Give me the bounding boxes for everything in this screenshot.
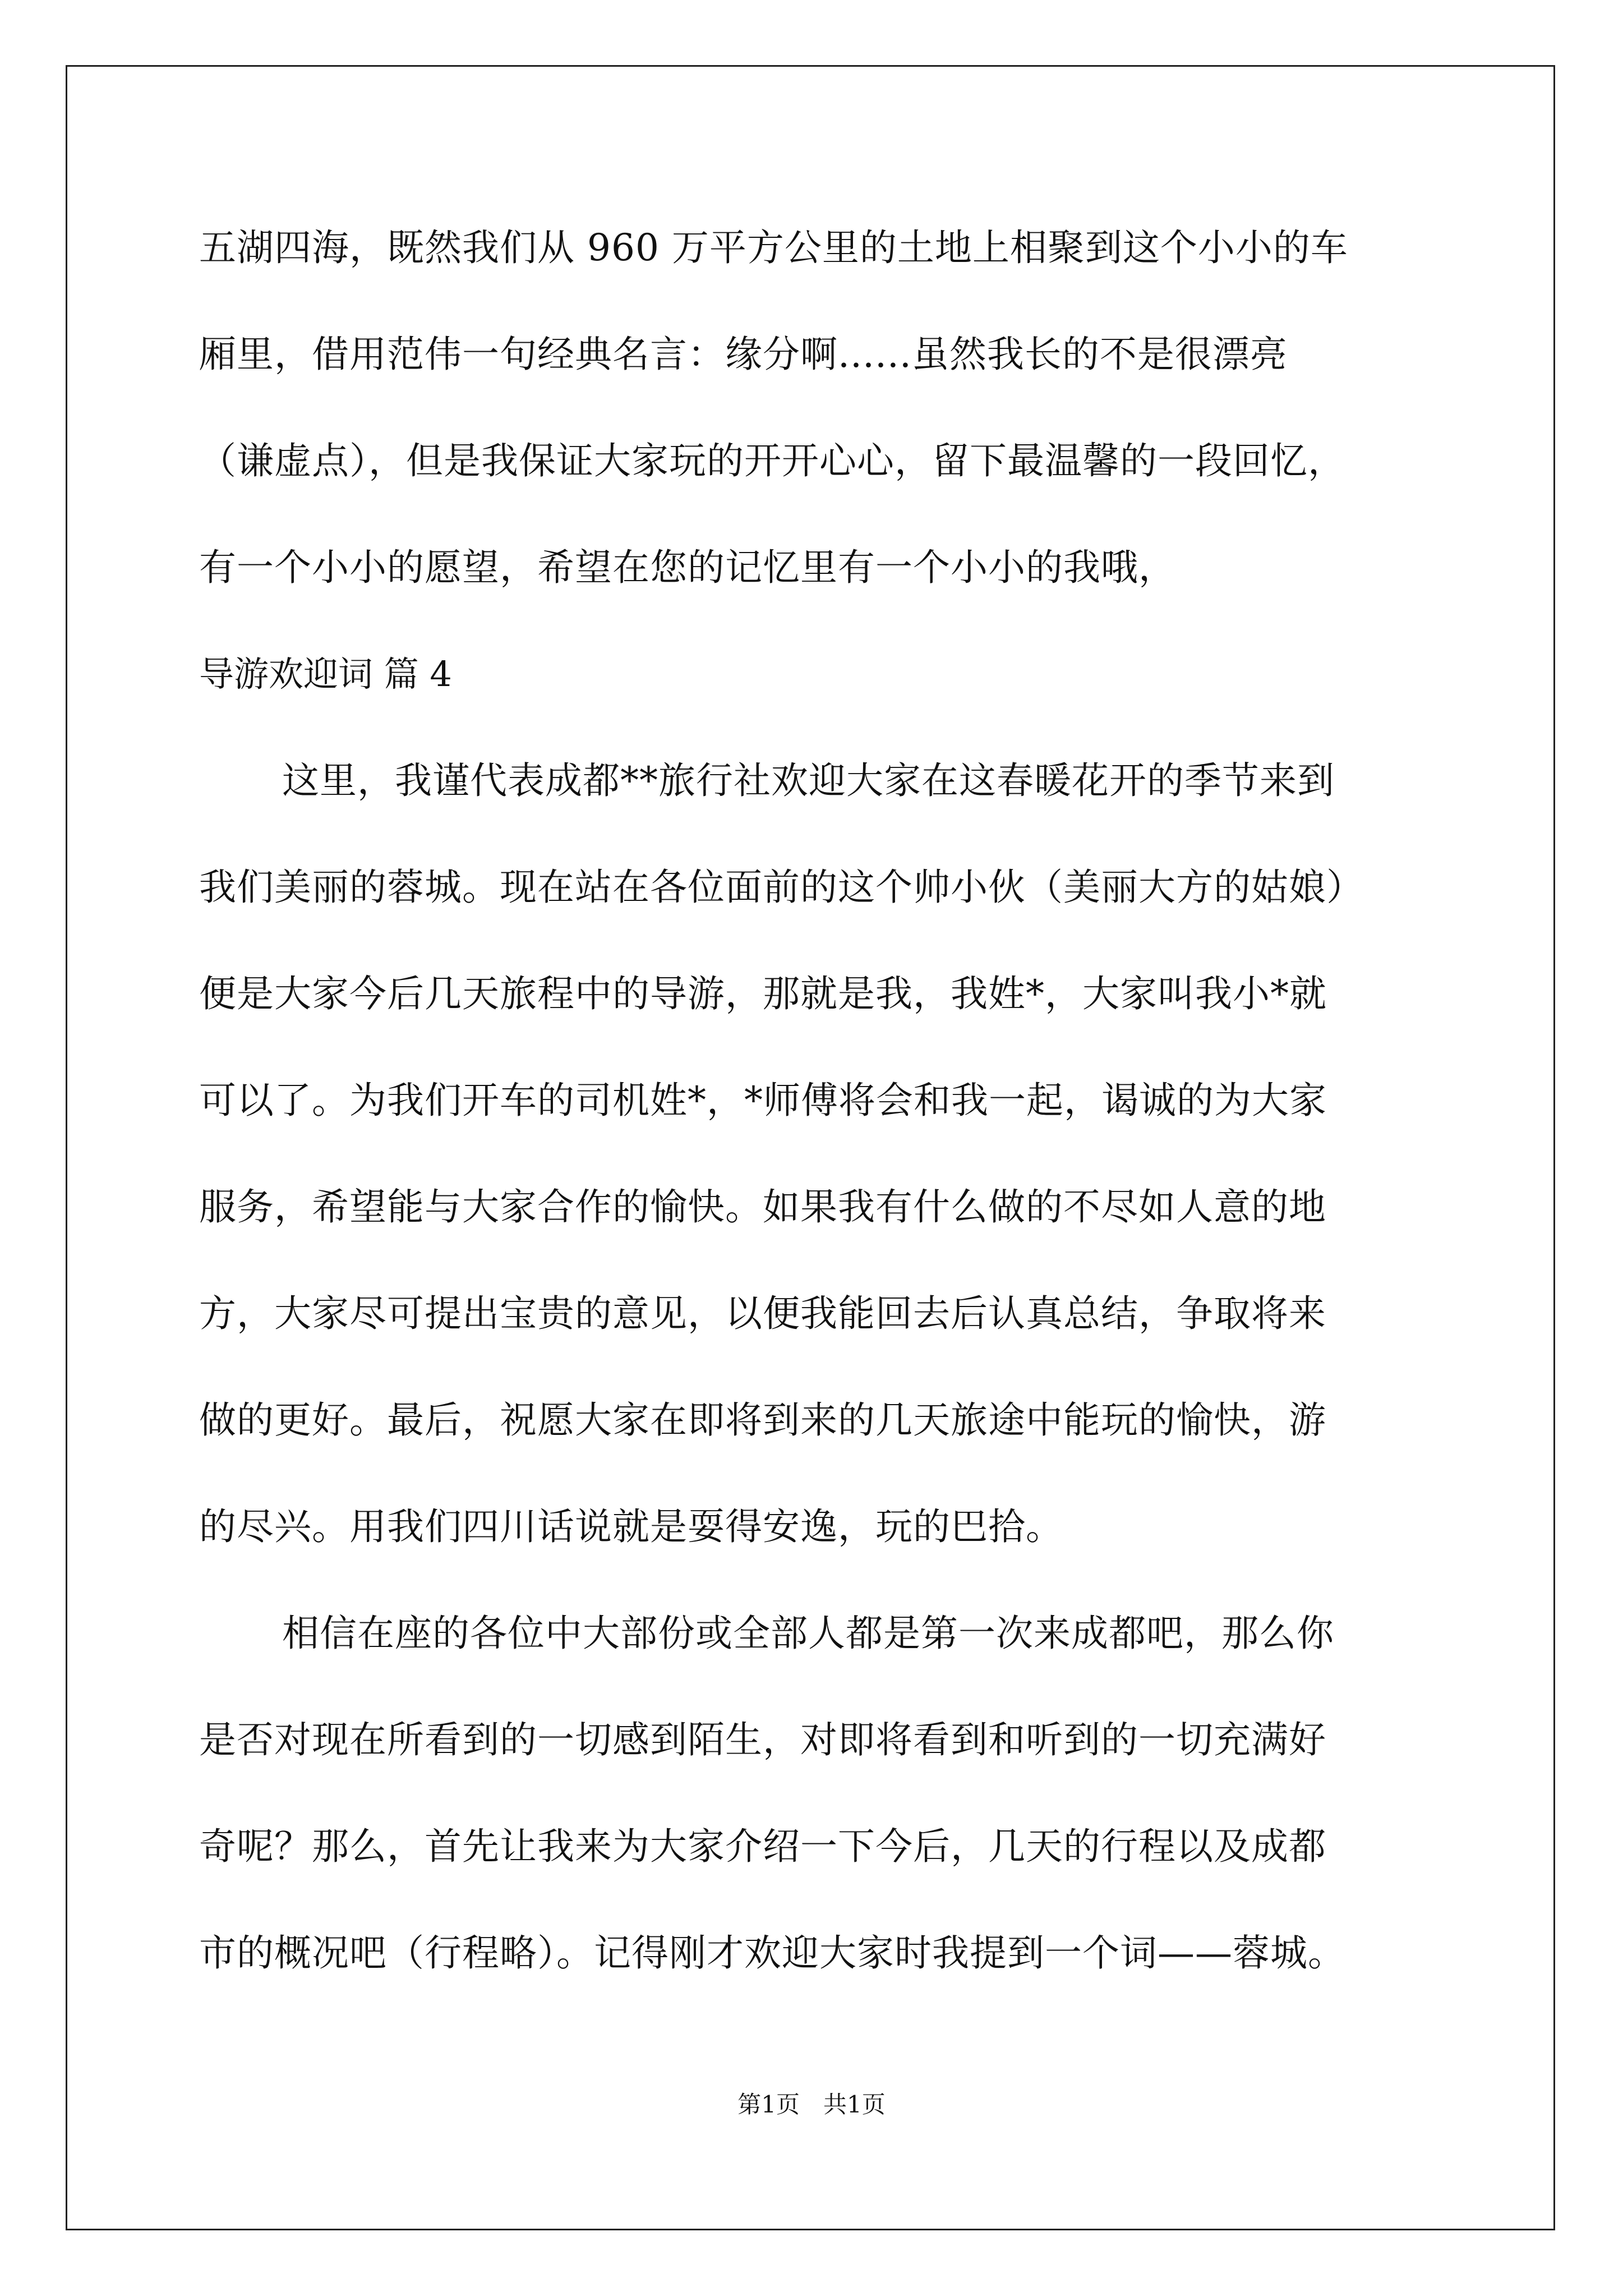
paragraph-line: 做的更好。最后，祝愿大家在即将到来的几天旅途中能玩的愉快，游 xyxy=(199,1398,1326,1442)
paragraph-line: 的尽兴。用我们四川话说就是耍得安逸，玩的巴拾。 xyxy=(199,1505,1063,1548)
page-border xyxy=(66,65,1555,2230)
paragraph-line: 方，大家尽可提出宝贵的意见，以便我能回去后认真总结，争取将来 xyxy=(199,1292,1326,1335)
paragraph-line: 我们美丽的蓉城。现在站在各位面前的这个帅小伙（美丽大方的姑娘） xyxy=(199,866,1364,909)
paragraph-line: 奇呢？那么，首先让我来为大家介绍一下今后，几天的行程以及成都 xyxy=(199,1825,1326,1868)
paragraph-line: 五湖四海，既然我们从 960 万平方公里的土地上相聚到这个小小的车 xyxy=(199,226,1348,269)
paragraph-line: 有一个小小的愿望，希望在您的记忆里有一个小小的我哦， xyxy=(199,546,1176,589)
paragraph-line: 市的概况吧（行程略）。记得刚才欢迎大家时我提到一个词——蓉城。 xyxy=(199,1931,1345,1975)
paragraph-line: 是否对现在所看到的一切感到陌生，对即将看到和听到的一切充满好 xyxy=(199,1718,1326,1761)
paragraph-line: 相信在座的各位中大部份或全部人都是第一次来成都吧，那么你 xyxy=(282,1612,1334,1655)
section-heading: 导游欢迎词 篇 4 xyxy=(199,654,452,694)
paragraph-line: 厢里，借用范伟一句经典名言：缘分啊......虽然我长的不是很漂亮 xyxy=(199,333,1288,376)
paragraph-line: （谦虚点），但是我保证大家玩的开开心心，留下最温馨的一段回忆， xyxy=(199,439,1345,482)
paragraph-line: 服务，希望能与大家合作的愉快。如果我有什么做的不尽如人意的地 xyxy=(199,1185,1326,1228)
paragraph-line: 便是大家今后几天旅程中的导游，那就是我，我姓*，大家叫我小*就 xyxy=(199,972,1327,1015)
paragraph-line: 这里，我谨代表成都**旅行社欢迎大家在这春暖花开的季节来到 xyxy=(282,759,1335,802)
page-footer: 第1页 共1页 xyxy=(737,2091,886,2118)
paragraph-line: 可以了。为我们开车的司机姓*，*师傅将会和我一起，谒诚的为大家 xyxy=(199,1079,1327,1122)
